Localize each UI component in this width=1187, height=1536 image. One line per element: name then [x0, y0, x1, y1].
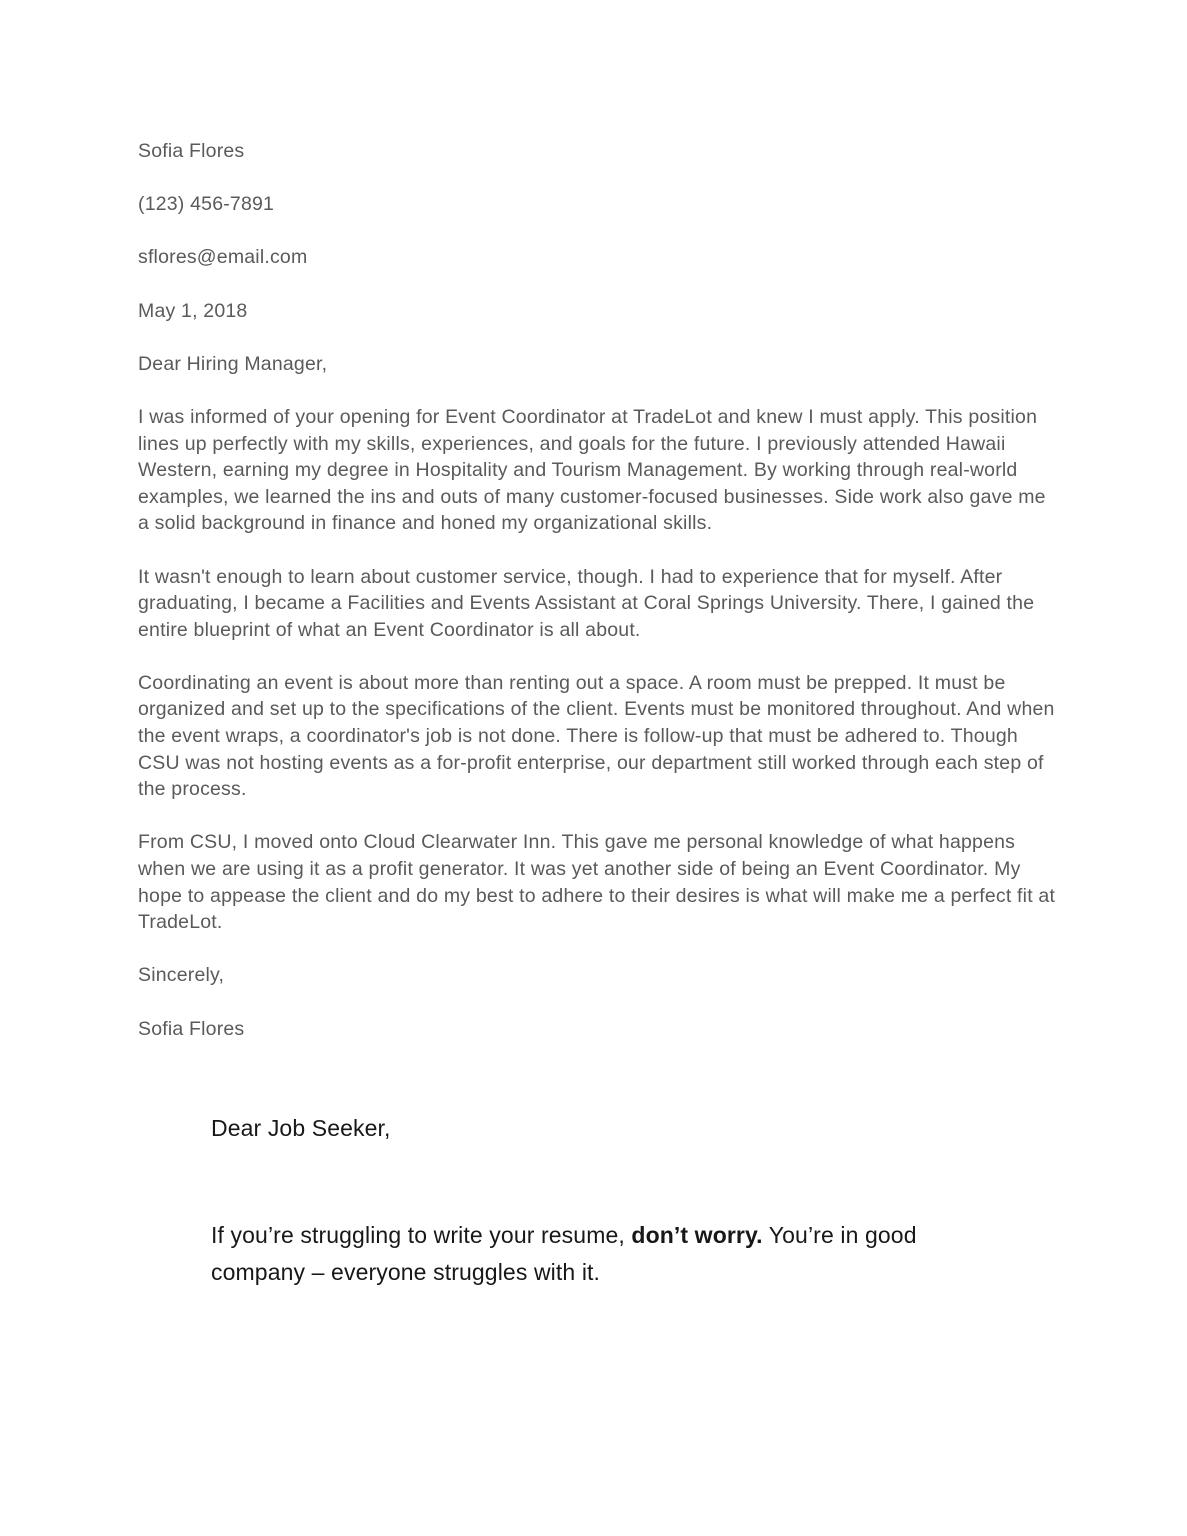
note-paragraph-emphasis: don’t worry.: [631, 1222, 763, 1248]
note-paragraph-part1: If you’re struggling to write your resume,: [211, 1222, 632, 1248]
sender-name: Sofia Flores: [138, 140, 245, 162]
note-spacer: [211, 1147, 1011, 1217]
sender-phone: (123) 456-7891: [138, 193, 275, 216]
letter-paragraph-4: From CSU, I moved onto Cloud Clearwater Inn. This gave me personal knowledge of what happens when we are using it as a profit generator. It was yet another side of being an Event Coordinator. My hope to appease the client and do my best to adhere to their desires is what will make me a perfect fit at TradeLot.: [138, 831, 1056, 934]
letter-signature-name: Sofia Flores: [138, 1017, 245, 1040]
sender-email: sflores@email.com: [138, 246, 308, 269]
letter-closing: Sincerely,: [138, 964, 225, 987]
letter-paragraph-2: It wasn't enough to learn about customer service, though. I had to experience that for myself. After graduating, I became a Facilities and Events Assistant at Coral Springs University. There, I gained the entire blueprint of what an Event Coordinator is all about.: [138, 565, 1035, 641]
letter-paragraph-1: I was informed of your opening for Event Coordinator at TradeLot and knew I must apply. This position lines up perfectly with my skills, experiences, and goals for the future. I previously attended Hawaii Western, earning my degree in Hospitality and Tourism Management. By working through real-world examples, we learned the ins and outs of many customer-focused businesses. Side work also gave me a solid background in finance and honed my organizational skills.: [138, 405, 1046, 535]
note-paragraph: [211, 1217, 1011, 1291]
letter-date: May 1, 2018: [138, 299, 248, 322]
cover-letter-body: [138, 138, 1058, 1042]
job-seeker-note: [211, 1110, 1011, 1291]
letter-salutation: Dear Hiring Manager,: [138, 352, 328, 375]
note-paragraph-part2: You’re in good company – everyone struggles with it.: [211, 1222, 917, 1285]
note-greeting: Dear Job Seeker,: [211, 1115, 391, 1141]
letter-paragraph-3: Coordinating an event is about more than renting out a space. A room must be prepped. It must be organized and set up to the specifications of the client. Events must be monitored throughout. And when the event wraps, a coordinator's job is not done. There is follow-up that must be adhered to. Though CSU was not hosting events as a for-profit enterprise, our department still worked through each step of the process.: [138, 671, 1055, 801]
